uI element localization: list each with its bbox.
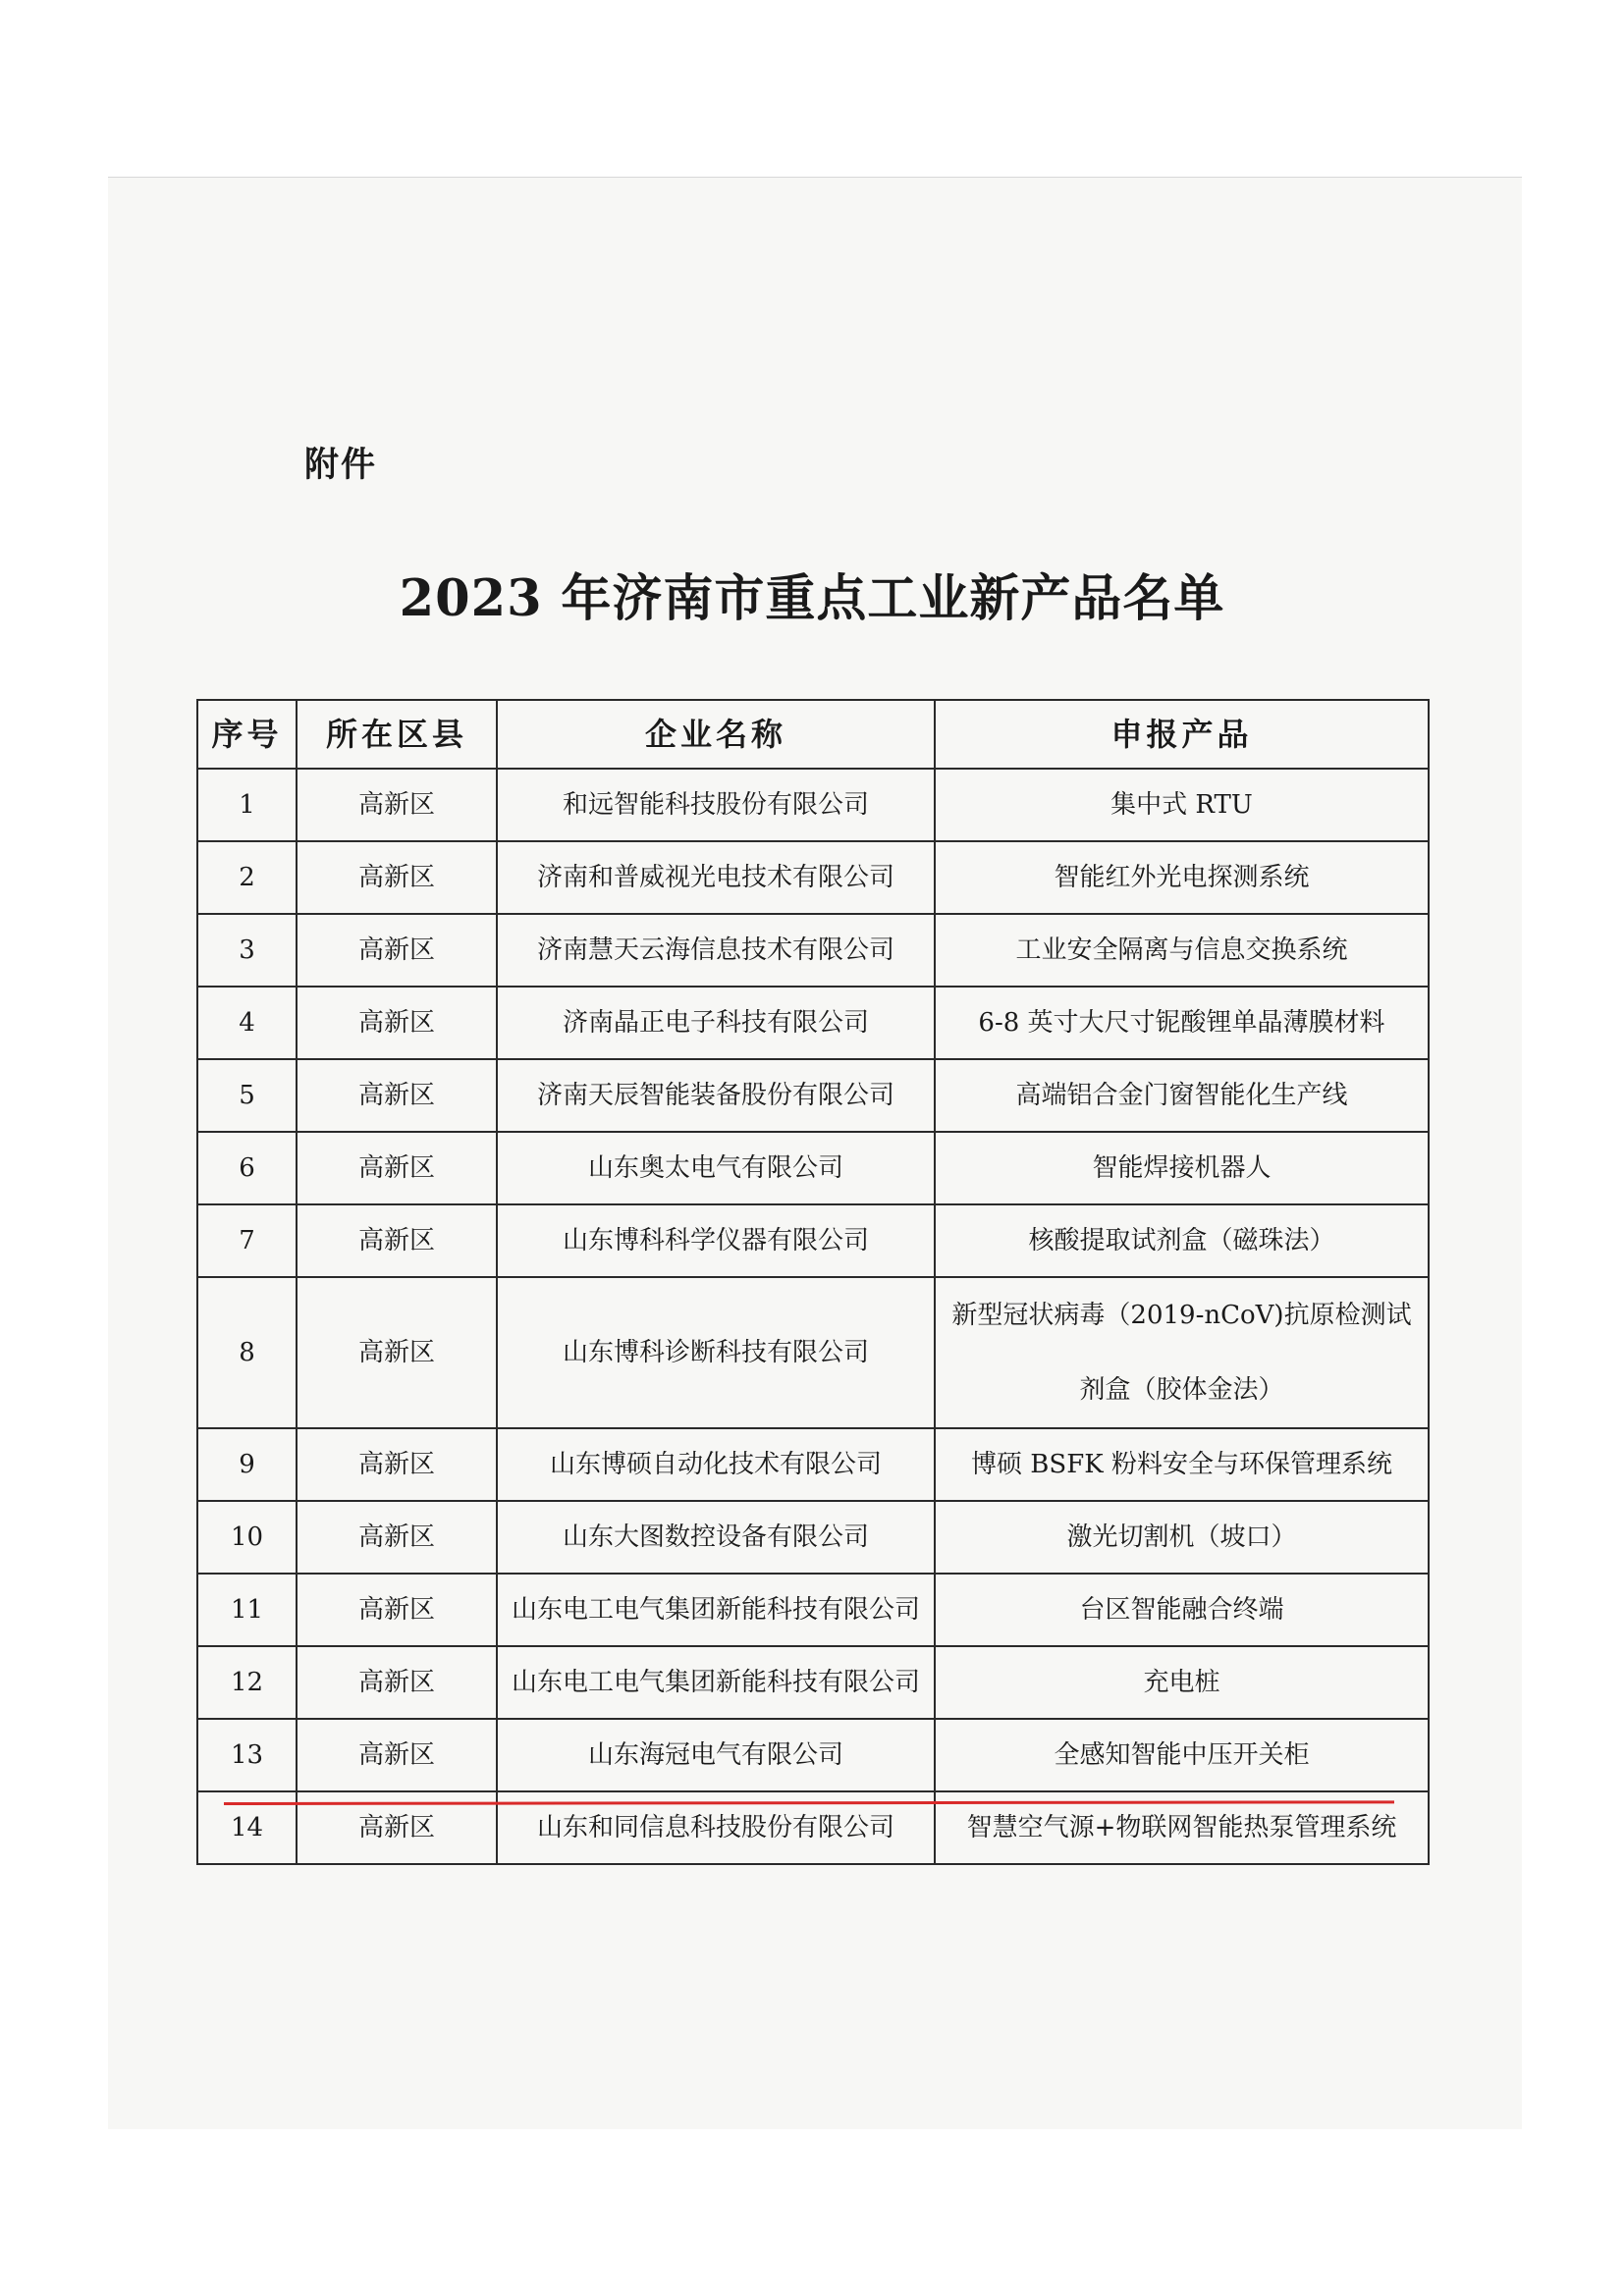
cell-district: 高新区 [297, 1791, 497, 1864]
cell-product: 集中式 RTU [935, 769, 1429, 841]
document-title: 2023 年济南市重点工业新产品名单 [399, 569, 1225, 628]
table-row-highlighted [197, 1719, 1429, 1791]
cell-district: 高新区 [297, 1132, 497, 1204]
cell-product: 博硕 BSFK 粉料安全与环保管理系统 [935, 1428, 1429, 1501]
cell-no: 2 [197, 841, 297, 914]
table-row [197, 1646, 1429, 1719]
cell-company: 济南和普威视光电技术有限公司 [497, 841, 935, 914]
cell-product: 新型冠状病毒（2019-nCoV)抗原检测试剂盒（胶体金法） [935, 1277, 1429, 1428]
cell-no: 4 [197, 987, 297, 1059]
cell-company: 山东和同信息科技股份有限公司 [497, 1791, 935, 1864]
table-row [197, 1204, 1429, 1277]
cell-product: 智能红外光电探测系统 [935, 841, 1429, 914]
cell-company: 山东博科诊断科技有限公司 [497, 1277, 935, 1428]
cell-company: 山东电工电气集团新能科技有限公司 [497, 1574, 935, 1646]
cell-district: 高新区 [297, 1574, 497, 1646]
cell-no: 6 [197, 1132, 297, 1204]
cell-company: 山东大图数控设备有限公司 [497, 1501, 935, 1574]
cell-district: 高新区 [297, 841, 497, 914]
table-row [197, 987, 1429, 1059]
cell-district: 高新区 [297, 1059, 497, 1132]
cell-no: 14 [197, 1791, 297, 1864]
cell-company: 山东奥太电气有限公司 [497, 1132, 935, 1204]
cell-district: 高新区 [297, 1428, 497, 1501]
table-row [197, 1059, 1429, 1132]
table-row [197, 1574, 1429, 1646]
cell-no: 7 [197, 1204, 297, 1277]
header-district: 所在区县 [297, 700, 497, 769]
cell-district: 高新区 [297, 1646, 497, 1719]
cell-no: 5 [197, 1059, 297, 1132]
header-product: 申报产品 [935, 700, 1429, 769]
cell-company: 山东电工电气集团新能科技有限公司 [497, 1646, 935, 1719]
cell-company: 济南晶正电子科技有限公司 [497, 987, 935, 1059]
cell-company: 山东博科科学仪器有限公司 [497, 1204, 935, 1277]
table-row [197, 914, 1429, 987]
attachment-label: 附件 [304, 446, 378, 485]
cell-no: 10 [197, 1501, 297, 1574]
table-row [197, 1132, 1429, 1204]
cell-no: 8 [197, 1277, 297, 1428]
cell-district: 高新区 [297, 1501, 497, 1574]
cell-product: 智慧空气源+物联网智能热泵管理系统 [935, 1791, 1429, 1864]
cell-no: 12 [197, 1646, 297, 1719]
cell-district: 高新区 [297, 987, 497, 1059]
cell-company: 济南天辰智能装备股份有限公司 [497, 1059, 935, 1132]
table-header-row [197, 700, 1429, 769]
cell-no: 13 [197, 1719, 297, 1791]
cell-product: 高端铝合金门窗智能化生产线 [935, 1059, 1429, 1132]
cell-product: 充电桩 [935, 1646, 1429, 1719]
cell-product: 台区智能融合终端 [935, 1574, 1429, 1646]
table-row [197, 1428, 1429, 1501]
table-row [197, 841, 1429, 914]
table-row [197, 1277, 1429, 1428]
cell-district: 高新区 [297, 1277, 497, 1428]
cell-company: 济南慧天云海信息技术有限公司 [497, 914, 935, 987]
cell-product: 智能焊接机器人 [935, 1132, 1429, 1204]
header-company: 企业名称 [497, 700, 935, 769]
cell-no: 1 [197, 769, 297, 841]
cell-company: 和远智能科技股份有限公司 [497, 769, 935, 841]
cell-product: 全感知智能中压开关柜 [935, 1719, 1429, 1791]
cell-product: 6-8 英寸大尺寸铌酸锂单晶薄膜材料 [935, 987, 1429, 1059]
product-list-table [196, 699, 1430, 1865]
cell-district: 高新区 [297, 769, 497, 841]
header-no: 序号 [197, 700, 297, 769]
table-row [197, 769, 1429, 841]
cell-district: 高新区 [297, 1204, 497, 1277]
cell-district: 高新区 [297, 1719, 497, 1791]
table-row [197, 1501, 1429, 1574]
cell-company: 山东海冠电气有限公司 [497, 1719, 935, 1791]
cell-product: 核酸提取试剂盒（磁珠法） [935, 1204, 1429, 1277]
cell-product: 激光切割机（坡口） [935, 1501, 1429, 1574]
cell-product: 工业安全隔离与信息交换系统 [935, 914, 1429, 987]
cell-company: 山东博硕自动化技术有限公司 [497, 1428, 935, 1501]
cell-no: 9 [197, 1428, 297, 1501]
cell-district: 高新区 [297, 914, 497, 987]
cell-no: 11 [197, 1574, 297, 1646]
cell-no: 3 [197, 914, 297, 987]
